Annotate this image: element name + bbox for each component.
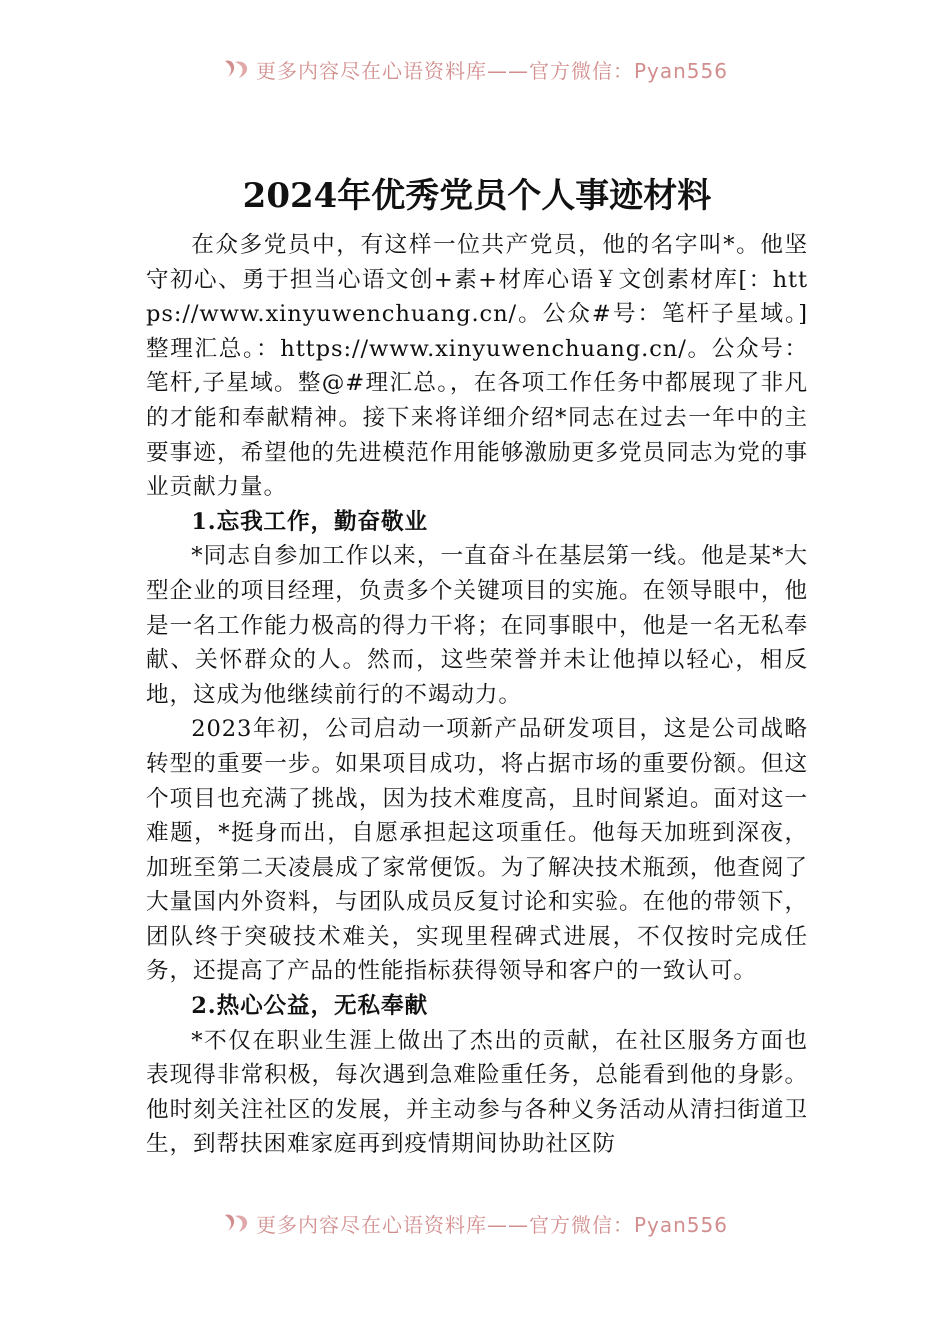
paragraph-public-welfare: *不仅在职业生涯上做出了杰出的贡献，在社区服务方面也表现得非常积极，每次遇到急难险重任务，总能看到他的身影。他时刻关注社区的发展，并主动参与各种义务活动从清扫街道卫生，到帮扶困难家庭再到疫情期间协助社区防 xyxy=(146,1027,808,1158)
section-heading-1: 1.忘我工作，勤奋敬业 xyxy=(191,508,429,535)
watermark-header xyxy=(0,52,950,86)
watermark-logo-icon xyxy=(222,1211,250,1235)
watermark-logo-icon xyxy=(222,57,250,81)
watermark-text: 更多内容尽在心语资料库——官方微信：Pyan556 xyxy=(255,1212,728,1237)
document-title: 2024年优秀党员个人事迹材料 xyxy=(242,176,712,216)
paragraph-intro: 在众多党员中，有这样一位共产党员，他的名字叫*。他坚守初心、勇于担当心语文创+素+材库心语￥文创素材库[：https://www.xinyuwenchuang.cn/。公众#号：笔杆子星域。]整理汇总。：https://www.xinyuwenchuang.cn/。公众号：笔杆,子星域。整@#理汇总。，在各项工作任务中都展现了非凡的才能和奉献精神。接下来将详细介绍*同志在过去一年中的主要事迹，希望他的先进模范作用能够激励更多党员同志为党的事业贡献力量。 xyxy=(146,232,808,501)
paragraph-work-1: *同志自参加工作以来，一直奋斗在基层第一线。他是某*大型企业的项目经理，负责多个关键项目的实施。在领导眼中，他是一名工作能力极高的得力干将；在同事眼中，他是一名无私奉献、关怀群众的人。然而，这些荣誉并未让他掉以轻心，相反地，这成为他继续前行的不竭动力。 xyxy=(146,543,808,708)
paragraph-work-2: 2023年初，公司启动一项新产品研发项目，这是公司战略转型的重要一步。如果项目成功，将占据市场的重要份额。但这个项目也充满了挑战，因为技术难度高，且时间紧迫。面对这一难题，*挺身而出，自愿承担起这项重任。他每天加班到深夜，加班至第二天凌晨成了家常便饭。为了解决技术瓶颈，他查阅了大量国内外资料，与团队成员反复讨论和实验。在他的带领下，团队终于突破技术难关，实现里程碑式进展，不仅按时完成任务，还提高了产品的性能指标获得领导和客户的一致认可。 xyxy=(146,716,808,985)
document-body xyxy=(146,170,808,1162)
watermark-footer xyxy=(0,1206,950,1240)
watermark-text: 更多内容尽在心语资料库——官方微信：Pyan556 xyxy=(255,58,728,83)
section-heading-2: 2.热心公益，无私奉献 xyxy=(191,993,429,1020)
